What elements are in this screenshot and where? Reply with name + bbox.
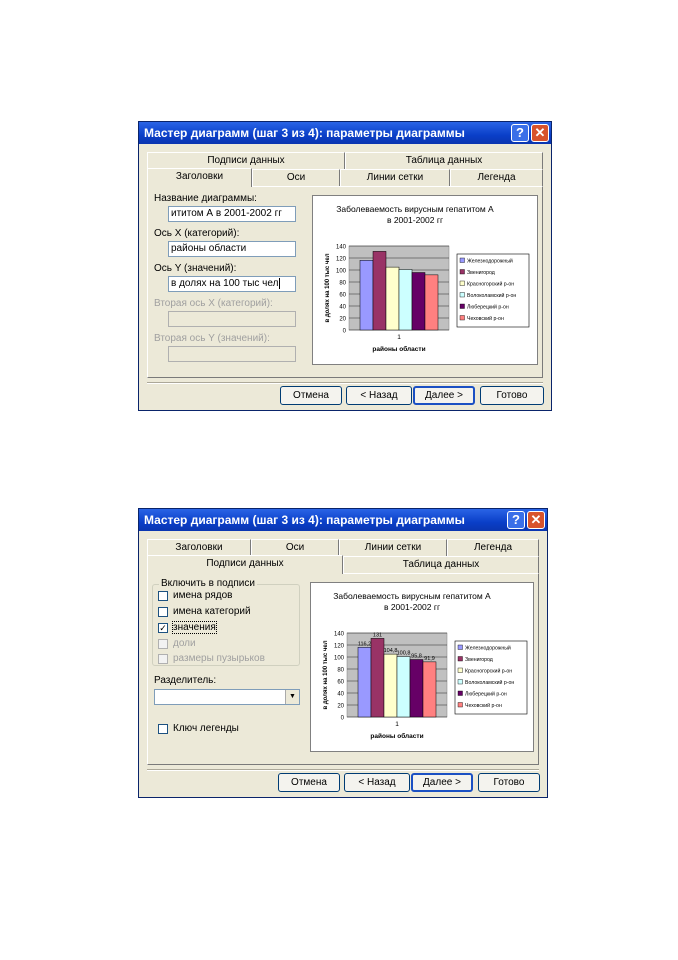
chart-wizard-dialog-data-labels (138, 508, 548, 798)
y-tick-label: 100 (335, 268, 346, 275)
y-axis-input[interactable] (168, 276, 296, 292)
data-label: 131 (372, 632, 383, 639)
chart-preview (310, 582, 534, 752)
x-axis-title: районы области (370, 733, 424, 740)
next-button[interactable]: Далее > (411, 773, 473, 792)
secondary-y-axis-input (168, 346, 296, 362)
legend-swatch (460, 304, 465, 309)
series-name-checkbox[interactable] (158, 591, 168, 601)
y-tick-label: 120 (333, 643, 344, 650)
tab-titles[interactable]: Заголовки (147, 168, 252, 187)
tab-gridlines[interactable]: Линии сетки (340, 169, 450, 186)
legend-entry: Люберецкий р-он (467, 304, 509, 311)
legend-entry: Чеховский р-он (465, 703, 502, 709)
legend-entry: Звенигород (465, 657, 493, 663)
y-tick-label: 80 (337, 667, 344, 674)
value-label[interactable]: значения (173, 622, 216, 633)
category-name-checkbox[interactable] (158, 607, 168, 617)
group-title: Включить в подписи (161, 578, 255, 589)
chart-title: Заболеваемость вирусным гепатитом А (333, 591, 491, 601)
legend-entry: Звенигород (467, 270, 495, 276)
close-icon[interactable]: ✕ (527, 511, 545, 529)
legend-swatch (458, 703, 463, 708)
title-bar[interactable] (139, 509, 547, 531)
y-axis-title: в долях на 100 тыс чел (323, 640, 329, 710)
x-axis-label: Ось X (категорий): (154, 228, 240, 239)
legend-entry: Волоколамский р-он (467, 293, 517, 299)
tab-data-labels[interactable]: Подписи данных (147, 152, 345, 169)
y-tick-label: 40 (337, 691, 344, 698)
close-icon[interactable]: ✕ (531, 124, 549, 142)
bar (425, 275, 438, 330)
finish-button[interactable]: Готово (478, 773, 540, 792)
y-tick-label: 20 (339, 316, 346, 323)
value-checkbox[interactable] (158, 623, 168, 633)
tab-axes[interactable]: Оси (252, 169, 340, 186)
tab-legend[interactable]: Легенда (447, 539, 539, 556)
bar (373, 251, 386, 330)
secondary-x-axis-label: Вторая ось X (категорий): (154, 298, 273, 309)
legend-swatch (458, 668, 463, 673)
bubble-size-checkbox (158, 654, 168, 664)
x-axis-input[interactable] (168, 241, 296, 257)
category-name-label[interactable]: имена категорий (173, 606, 251, 617)
text-caret (279, 278, 280, 289)
y-axis-label: Ось Y (значений): (154, 263, 237, 274)
bubble-size-label: размеры пузырьков (173, 653, 265, 664)
y-tick-label: 60 (337, 679, 344, 686)
legend-key-label[interactable]: Ключ легенды (173, 723, 239, 734)
y-tick-label: 140 (333, 631, 344, 638)
chart-title: в 2001-2002 гг (383, 602, 441, 612)
legend-key-checkbox[interactable] (158, 724, 168, 734)
legend-swatch (458, 645, 463, 650)
help-icon[interactable]: ? (511, 124, 529, 142)
data-label: 104,8 (383, 648, 398, 655)
data-label: 95,8 (411, 653, 422, 660)
back-button[interactable]: < Назад (344, 773, 410, 792)
legend-swatch (460, 316, 465, 321)
legend-swatch (460, 293, 465, 298)
chart-title: в 2001-2002 гг (386, 215, 444, 225)
chart-preview-svg (311, 583, 533, 751)
legend-entry: Красногорский р-он (465, 668, 513, 675)
button-separator (147, 769, 539, 771)
back-button[interactable]: < Назад (346, 386, 412, 405)
finish-button[interactable]: Готово (480, 386, 544, 405)
bar (410, 660, 423, 717)
chart-preview-svg (313, 196, 537, 364)
checkmark-icon: ✓ (159, 623, 167, 633)
cancel-button[interactable]: Отмена (278, 773, 340, 792)
y-tick-label: 140 (335, 244, 346, 251)
next-button[interactable]: Далее > (413, 386, 475, 405)
series-name-label[interactable]: имена рядов (173, 590, 233, 601)
percentage-checkbox (158, 639, 168, 649)
tab-titles[interactable]: Заголовки (147, 539, 251, 556)
legend-entry: Железнодорожный (465, 645, 511, 652)
bar (399, 270, 412, 330)
y-tick-label: 120 (335, 256, 346, 263)
y-tick-label: 60 (339, 292, 346, 299)
tab-panel-titles (147, 186, 543, 378)
x-tick-label: 1 (397, 334, 401, 341)
secondary-y-axis-label: Вторая ось Y (значений): (154, 333, 270, 344)
bar (397, 657, 410, 717)
dialog-title: Мастер диаграмм (шаг 3 из 4): параметры диаграммы (144, 513, 465, 527)
bar (384, 654, 397, 717)
percentage-label: доли (173, 638, 196, 649)
bar (358, 647, 371, 717)
y-tick-label: 100 (333, 655, 344, 662)
chart-title: Заболеваемость вирусным гепатитом А (336, 204, 494, 214)
x-axis-value: районы области (171, 243, 247, 254)
legend-swatch (458, 657, 463, 662)
bar (423, 662, 436, 717)
legend-swatch (460, 281, 465, 286)
bar (360, 260, 373, 330)
legend-entry: Чеховский р-он (467, 316, 504, 322)
legend-swatch (460, 270, 465, 275)
y-tick-label: 0 (342, 328, 346, 335)
tab-row-front (147, 556, 539, 573)
tab-row-back (147, 152, 543, 169)
y-tick-label: 0 (340, 715, 344, 722)
tab-legend[interactable]: Легенда (450, 169, 543, 186)
help-icon[interactable]: ? (507, 511, 525, 529)
separator-select[interactable] (154, 689, 300, 705)
y-axis-title: в долях на 100 тыс чел (325, 253, 331, 323)
tab-data-table[interactable]: Таблица данных (343, 556, 539, 573)
bar (412, 273, 425, 330)
x-axis-title: районы области (372, 346, 426, 353)
cancel-button[interactable]: Отмена (280, 386, 342, 405)
secondary-x-axis-input (168, 311, 296, 327)
button-separator (147, 382, 543, 384)
legend-entry: Люберецкий р-он (465, 691, 507, 698)
legend-swatch (460, 258, 465, 263)
tab-gridlines[interactable]: Линии сетки (339, 539, 447, 556)
chart-wizard-dialog-titles (138, 121, 552, 411)
tab-axes[interactable]: Оси (251, 539, 339, 556)
y-tick-label: 40 (339, 304, 346, 311)
tab-data-table[interactable]: Таблица данных (345, 152, 543, 169)
legend-swatch (458, 691, 463, 696)
tab-row-front (147, 169, 543, 186)
legend-swatch (458, 680, 463, 685)
x-tick-label: 1 (395, 721, 399, 728)
y-axis-value: в долях на 100 тыс чел (171, 278, 279, 289)
chart-title-input[interactable] (168, 206, 296, 222)
tab-panel-data-labels (147, 573, 539, 765)
y-tick-label: 80 (339, 280, 346, 287)
legend-entry: Красногорский р-он (467, 281, 515, 288)
separator-label: Разделитель: (154, 675, 217, 686)
title-bar[interactable] (139, 122, 551, 144)
tab-data-labels[interactable]: Подписи данных (147, 555, 343, 574)
data-label: 91,9 (424, 655, 435, 662)
tab-row-back (147, 539, 539, 556)
chart-preview (312, 195, 538, 365)
chart-title-value: ититом А в 2001-2002 гг (171, 208, 282, 219)
dialog-title: Мастер диаграмм (шаг 3 из 4): параметры диаграммы (144, 126, 465, 140)
legend-entry: Волоколамский р-он (465, 680, 515, 686)
bar (371, 638, 384, 717)
legend-entry: Железнодорожный (467, 258, 513, 265)
bar (386, 267, 399, 330)
y-tick-label: 20 (337, 703, 344, 710)
data-label: 116,2 (357, 641, 372, 648)
dropdown-arrow-icon[interactable]: ▼ (285, 690, 299, 704)
chart-title-label: Название диаграммы: (154, 193, 257, 204)
data-label: 100,8 (396, 650, 411, 657)
